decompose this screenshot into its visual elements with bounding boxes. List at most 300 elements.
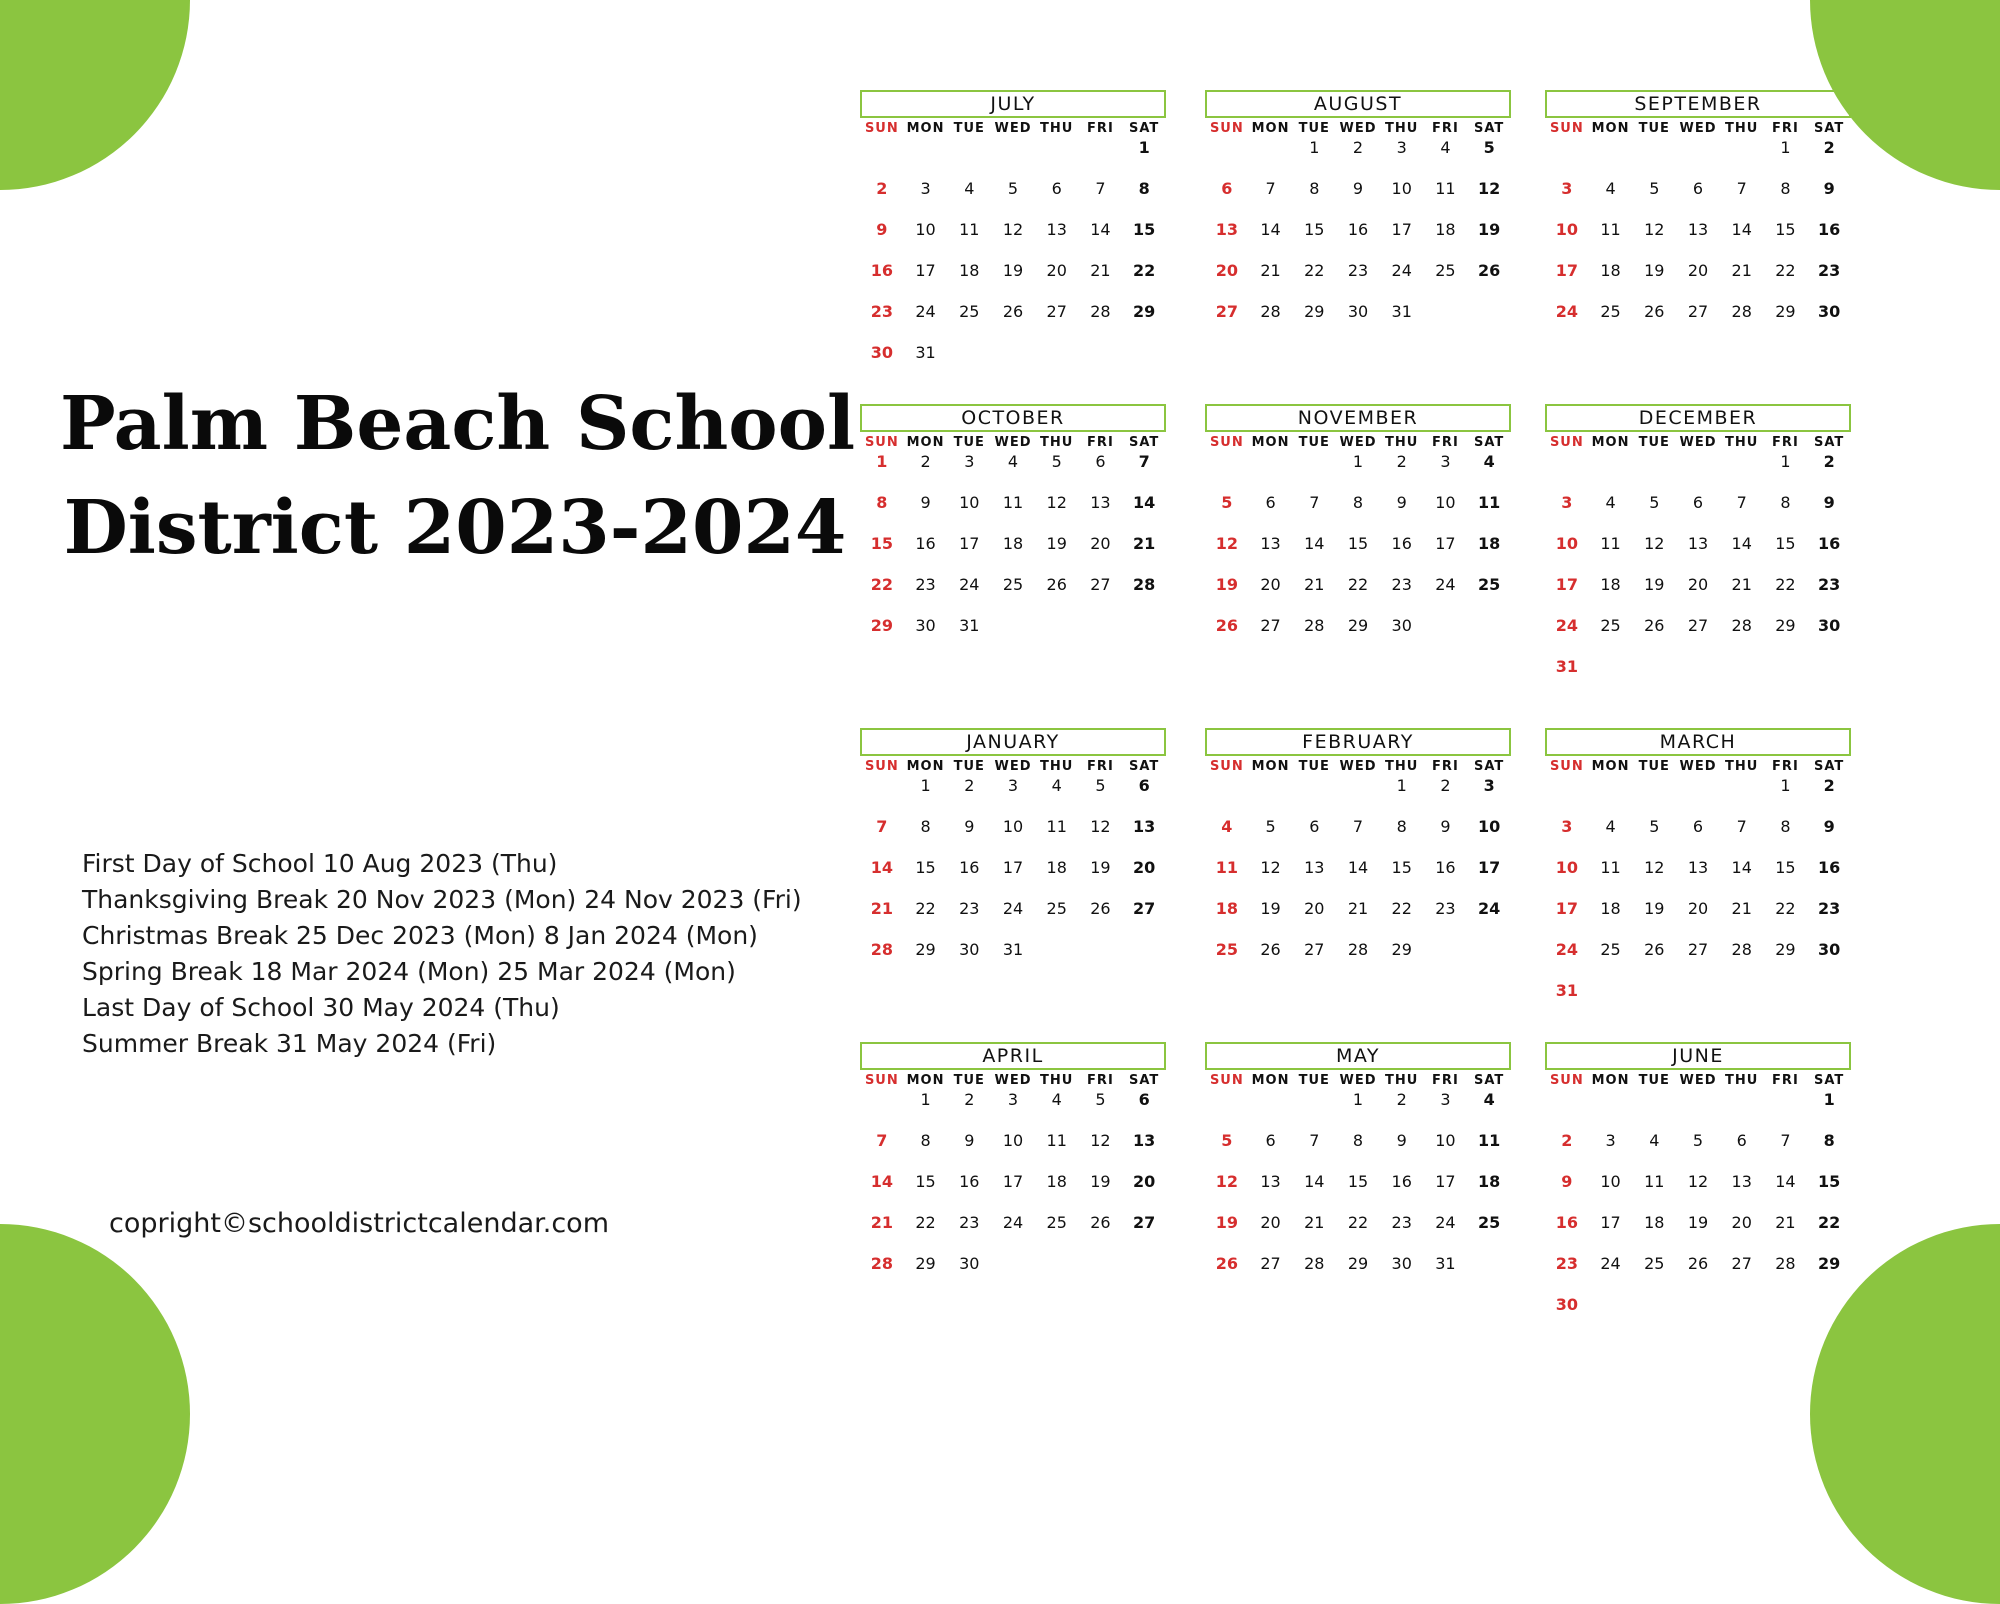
month-july bbox=[860, 90, 1166, 383]
weekday-header bbox=[1545, 121, 1851, 137]
day-cell: 15 bbox=[870, 534, 893, 553]
day-cell: 21 bbox=[870, 1213, 893, 1232]
day-cell: 3 bbox=[1440, 452, 1451, 471]
day-cell: 31 bbox=[959, 616, 980, 635]
month-september bbox=[1545, 90, 1851, 342]
day-cell: 16 bbox=[870, 261, 893, 280]
day-cell: 5 bbox=[1221, 493, 1233, 512]
day-cell: 18 bbox=[1478, 1172, 1501, 1191]
day-cell: 14 bbox=[1775, 1172, 1796, 1191]
day-cell: 13 bbox=[1687, 534, 1709, 553]
day-cell: 12 bbox=[1002, 220, 1024, 239]
day-cell: 23 bbox=[1555, 1254, 1578, 1273]
day-cell: 6 bbox=[1138, 776, 1150, 795]
day-cell: 7 bbox=[1138, 452, 1150, 471]
days-grid bbox=[860, 451, 1166, 656]
month-title: AUGUST bbox=[1205, 90, 1511, 118]
weekday-label-fri: FRI bbox=[1432, 759, 1459, 774]
day-cell: 12 bbox=[1644, 858, 1665, 877]
day-cell: 16 bbox=[959, 1172, 980, 1191]
month-title: SEPTEMBER bbox=[1545, 90, 1851, 118]
month-february bbox=[1205, 728, 1511, 980]
empty-day-cell bbox=[904, 137, 948, 178]
day-cell: 16 bbox=[1435, 858, 1456, 877]
day-cell: 26 bbox=[1002, 302, 1024, 321]
day-cell: 29 bbox=[1775, 302, 1796, 321]
day-cell: 25 bbox=[1046, 1213, 1067, 1232]
empty-day-cell bbox=[1336, 775, 1380, 816]
day-cell: 4 bbox=[1051, 1090, 1062, 1109]
weekday-label-sun: SUN bbox=[1209, 121, 1244, 136]
day-cell: 8 bbox=[1396, 817, 1407, 836]
title-line-2: District 2023-2024 bbox=[63, 485, 847, 571]
day-cell: 22 bbox=[1133, 261, 1156, 280]
empty-day-cell bbox=[1249, 451, 1293, 492]
day-cell: 30 bbox=[1347, 302, 1369, 321]
day-cell: 15 bbox=[1304, 220, 1325, 239]
weekday-header bbox=[1205, 435, 1511, 451]
day-cell: 2 bbox=[1396, 452, 1407, 471]
day-cell: 26 bbox=[1644, 616, 1665, 635]
day-cell: 3 bbox=[1605, 1131, 1616, 1150]
day-cell: 29 bbox=[1775, 616, 1796, 635]
day-cell: 28 bbox=[1304, 1254, 1325, 1273]
day-cell: 1 bbox=[1352, 452, 1364, 471]
day-cell: 27 bbox=[1687, 940, 1709, 959]
day-cell: 26 bbox=[1644, 940, 1665, 959]
day-cell: 21 bbox=[1090, 261, 1111, 280]
day-cell: 30 bbox=[870, 343, 893, 362]
day-cell: 1 bbox=[1138, 138, 1150, 157]
day-cell: 10 bbox=[1435, 493, 1456, 512]
day-cell: 19 bbox=[1090, 1172, 1111, 1191]
weekday-label-fri: FRI bbox=[1087, 435, 1114, 450]
month-title: FEBRUARY bbox=[1205, 728, 1511, 756]
empty-day-cell bbox=[1720, 1089, 1764, 1130]
month-november bbox=[1205, 404, 1511, 656]
empty-day-cell bbox=[1545, 137, 1589, 178]
day-cell: 16 bbox=[1555, 1213, 1578, 1232]
day-cell: 25 bbox=[1046, 899, 1067, 918]
day-cell: 1 bbox=[1309, 138, 1320, 157]
day-cell: 12 bbox=[1644, 534, 1665, 553]
day-cell: 12 bbox=[1215, 534, 1238, 553]
day-cell: 25 bbox=[1600, 302, 1621, 321]
day-cell: 24 bbox=[1435, 575, 1456, 594]
day-cell: 14 bbox=[1260, 220, 1281, 239]
weekday-label-sat: SAT bbox=[1473, 1073, 1505, 1088]
weekday-label-tue: TUE bbox=[1638, 121, 1670, 136]
day-cell: 6 bbox=[1221, 179, 1233, 198]
day-cell: 1 bbox=[1780, 138, 1791, 157]
weekday-label-wed: WED bbox=[1339, 435, 1377, 450]
day-cell: 31 bbox=[915, 343, 936, 362]
empty-day-cell bbox=[1292, 1089, 1336, 1130]
day-cell: 24 bbox=[1391, 261, 1412, 280]
day-cell: 26 bbox=[1215, 616, 1238, 635]
day-cell: 23 bbox=[1818, 899, 1841, 918]
empty-day-cell bbox=[1720, 137, 1764, 178]
days-grid bbox=[860, 1089, 1166, 1294]
weekday-label-sat: SAT bbox=[1473, 759, 1505, 774]
day-cell: 20 bbox=[1133, 1172, 1156, 1191]
weekday-label-mon: MON bbox=[1251, 1073, 1290, 1088]
day-cell: 13 bbox=[1260, 1172, 1281, 1191]
weekday-label-wed: WED bbox=[1679, 759, 1717, 774]
day-cell: 28 bbox=[1731, 302, 1752, 321]
day-cell: 25 bbox=[1478, 575, 1501, 594]
empty-day-cell bbox=[1205, 775, 1249, 816]
day-cell: 28 bbox=[1260, 302, 1281, 321]
weekday-label-wed: WED bbox=[1679, 1073, 1717, 1088]
day-cell: 24 bbox=[1555, 940, 1578, 959]
day-cell: 15 bbox=[915, 858, 936, 877]
day-cell: 6 bbox=[1736, 1131, 1747, 1150]
empty-day-cell bbox=[1079, 137, 1123, 178]
day-cell: 22 bbox=[1775, 261, 1796, 280]
day-cell: 2 bbox=[1396, 1090, 1407, 1109]
weekday-label-sun: SUN bbox=[1209, 435, 1244, 450]
day-cell: 16 bbox=[959, 858, 980, 877]
day-cell: 20 bbox=[1046, 261, 1067, 280]
days-grid bbox=[1205, 1089, 1511, 1294]
day-cell: 2 bbox=[920, 452, 931, 471]
day-cell: 13 bbox=[1133, 1131, 1156, 1150]
empty-day-cell bbox=[1545, 451, 1589, 492]
month-title: MARCH bbox=[1545, 728, 1851, 756]
day-cell: 11 bbox=[1600, 220, 1621, 239]
day-cell: 11 bbox=[959, 220, 980, 239]
day-cell: 1 bbox=[1780, 452, 1791, 471]
day-cell: 3 bbox=[964, 452, 975, 471]
day-cell: 24 bbox=[1002, 1213, 1024, 1232]
day-cell: 25 bbox=[959, 302, 980, 321]
day-cell: 17 bbox=[1478, 858, 1501, 877]
day-cell: 25 bbox=[1644, 1254, 1665, 1273]
day-cell: 20 bbox=[1260, 575, 1281, 594]
weekday-header bbox=[1205, 759, 1511, 775]
day-cell: 9 bbox=[1352, 179, 1364, 198]
day-cell: 8 bbox=[1780, 179, 1791, 198]
day-cell: 18 bbox=[1046, 1172, 1067, 1191]
day-cell: 8 bbox=[1309, 179, 1320, 198]
day-cell: 26 bbox=[1215, 1254, 1238, 1273]
day-cell: 13 bbox=[1687, 858, 1709, 877]
day-cell: 11 bbox=[1215, 858, 1238, 877]
empty-day-cell bbox=[1292, 451, 1336, 492]
day-cell: 9 bbox=[1396, 1131, 1407, 1150]
day-cell: 22 bbox=[1818, 1213, 1841, 1232]
day-cell: 28 bbox=[870, 1254, 893, 1273]
day-cell: 22 bbox=[870, 575, 893, 594]
day-cell: 27 bbox=[1731, 1254, 1752, 1273]
empty-day-cell bbox=[1676, 137, 1720, 178]
day-cell: 30 bbox=[915, 616, 936, 635]
weekday-label-mon: MON bbox=[906, 435, 945, 450]
weekday-label-sun: SUN bbox=[1209, 1073, 1244, 1088]
day-cell: 2 bbox=[1440, 776, 1451, 795]
day-cell: 28 bbox=[1775, 1254, 1796, 1273]
day-cell: 23 bbox=[1818, 575, 1841, 594]
day-cell: 7 bbox=[876, 817, 888, 836]
day-cell: 1 bbox=[1396, 776, 1407, 795]
day-cell: 4 bbox=[1605, 179, 1616, 198]
day-cell: 12 bbox=[1215, 1172, 1238, 1191]
day-cell: 9 bbox=[1823, 493, 1835, 512]
weekday-label-wed: WED bbox=[994, 121, 1032, 136]
day-cell: 15 bbox=[1347, 1172, 1369, 1191]
day-cell: 4 bbox=[1221, 817, 1233, 836]
day-cell: 27 bbox=[1090, 575, 1111, 594]
day-cell: 6 bbox=[1309, 817, 1320, 836]
month-title: JUNE bbox=[1545, 1042, 1851, 1070]
weekday-label-tue: TUE bbox=[1298, 759, 1330, 774]
day-cell: 18 bbox=[1002, 534, 1024, 553]
day-cell: 3 bbox=[1007, 1090, 1019, 1109]
day-cell: 8 bbox=[1780, 817, 1791, 836]
day-cell: 12 bbox=[1644, 220, 1665, 239]
empty-day-cell bbox=[1589, 451, 1633, 492]
empty-day-cell bbox=[1632, 451, 1676, 492]
day-cell: 7 bbox=[876, 1131, 888, 1150]
day-cell: 18 bbox=[1600, 899, 1621, 918]
day-cell: 28 bbox=[870, 940, 893, 959]
day-cell: 14 bbox=[1304, 1172, 1325, 1191]
month-title: JULY bbox=[860, 90, 1166, 118]
days-grid bbox=[1205, 137, 1511, 342]
day-cell: 20 bbox=[1215, 261, 1238, 280]
weekday-label-thu: THU bbox=[1040, 435, 1074, 450]
day-cell: 17 bbox=[1391, 220, 1412, 239]
day-cell: 23 bbox=[1818, 261, 1841, 280]
day-cell: 26 bbox=[1478, 261, 1501, 280]
day-cell: 11 bbox=[1046, 817, 1067, 836]
empty-day-cell bbox=[1249, 775, 1293, 816]
day-cell: 27 bbox=[1687, 616, 1709, 635]
day-cell: 31 bbox=[1002, 940, 1024, 959]
weekday-label-wed: WED bbox=[994, 759, 1032, 774]
weekday-label-thu: THU bbox=[1385, 435, 1419, 450]
days-grid bbox=[1205, 775, 1511, 980]
weekday-header bbox=[860, 759, 1166, 775]
day-cell: 23 bbox=[1435, 899, 1456, 918]
day-cell: 4 bbox=[1483, 452, 1495, 471]
day-cell: 6 bbox=[1095, 452, 1106, 471]
weekday-label-sat: SAT bbox=[1813, 121, 1845, 136]
weekday-header bbox=[860, 121, 1166, 137]
day-cell: 20 bbox=[1687, 899, 1709, 918]
event-thanksgiving-break: Thanksgiving Break 20 Nov 2023 (Mon) 24 Nov 2023 (Fri) bbox=[82, 885, 802, 914]
day-cell: 10 bbox=[1555, 534, 1578, 553]
day-cell: 28 bbox=[1304, 616, 1325, 635]
day-cell: 16 bbox=[1818, 858, 1841, 877]
day-cell: 11 bbox=[1046, 1131, 1067, 1150]
day-cell: 18 bbox=[1215, 899, 1238, 918]
day-cell: 17 bbox=[1600, 1213, 1621, 1232]
day-cell: 2 bbox=[1823, 452, 1835, 471]
day-cell: 23 bbox=[959, 899, 980, 918]
day-cell: 30 bbox=[1391, 616, 1412, 635]
weekday-label-wed: WED bbox=[1679, 435, 1717, 450]
empty-day-cell bbox=[1589, 775, 1633, 816]
day-cell: 6 bbox=[1692, 179, 1704, 198]
weekday-label-sat: SAT bbox=[1473, 435, 1505, 450]
weekday-label-mon: MON bbox=[1591, 435, 1630, 450]
empty-day-cell bbox=[860, 775, 904, 816]
day-cell: 29 bbox=[1347, 616, 1369, 635]
empty-day-cell bbox=[1205, 137, 1249, 178]
day-cell: 9 bbox=[1823, 817, 1835, 836]
day-cell: 10 bbox=[1435, 1131, 1456, 1150]
month-december bbox=[1545, 404, 1851, 697]
weekday-header bbox=[1205, 1073, 1511, 1089]
month-title: DECEMBER bbox=[1545, 404, 1851, 432]
day-cell: 18 bbox=[1478, 534, 1501, 553]
day-cell: 29 bbox=[1347, 1254, 1369, 1273]
day-cell: 1 bbox=[1823, 1090, 1835, 1109]
weekday-label-tue: TUE bbox=[953, 1073, 985, 1088]
day-cell: 14 bbox=[1133, 493, 1156, 512]
weekday-label-tue: TUE bbox=[953, 121, 985, 136]
day-cell: 9 bbox=[1823, 179, 1835, 198]
day-cell: 8 bbox=[1780, 493, 1791, 512]
weekday-label-fri: FRI bbox=[1772, 435, 1799, 450]
day-cell: 4 bbox=[1649, 1131, 1660, 1150]
day-cell: 15 bbox=[1133, 220, 1156, 239]
day-cell: 20 bbox=[1090, 534, 1111, 553]
day-cell: 30 bbox=[1555, 1295, 1578, 1314]
day-cell: 23 bbox=[1347, 261, 1369, 280]
month-january bbox=[860, 728, 1166, 980]
day-cell: 8 bbox=[1138, 179, 1150, 198]
weekday-label-mon: MON bbox=[1251, 435, 1290, 450]
day-cell: 22 bbox=[915, 899, 936, 918]
day-cell: 8 bbox=[1352, 493, 1364, 512]
weekday-label-fri: FRI bbox=[1087, 1073, 1114, 1088]
month-title: APRIL bbox=[860, 1042, 1166, 1070]
day-cell: 29 bbox=[1391, 940, 1412, 959]
day-cell: 17 bbox=[915, 261, 936, 280]
day-cell: 24 bbox=[915, 302, 936, 321]
day-cell: 20 bbox=[1687, 261, 1709, 280]
empty-day-cell bbox=[1720, 775, 1764, 816]
weekday-label-fri: FRI bbox=[1772, 1073, 1799, 1088]
day-cell: 14 bbox=[1731, 858, 1752, 877]
day-cell: 31 bbox=[1555, 657, 1578, 676]
day-cell: 20 bbox=[1304, 899, 1325, 918]
day-cell: 19 bbox=[1260, 899, 1281, 918]
day-cell: 2 bbox=[1823, 138, 1835, 157]
day-cell: 1 bbox=[1352, 1090, 1364, 1109]
day-cell: 13 bbox=[1304, 858, 1325, 877]
day-cell: 27 bbox=[1215, 302, 1238, 321]
day-cell: 23 bbox=[870, 302, 893, 321]
day-cell: 16 bbox=[1818, 534, 1841, 553]
day-cell: 26 bbox=[1260, 940, 1281, 959]
weekday-label-tue: TUE bbox=[1638, 759, 1670, 774]
empty-day-cell bbox=[1764, 1089, 1808, 1130]
day-cell: 11 bbox=[1478, 493, 1501, 512]
day-cell: 8 bbox=[1352, 1131, 1364, 1150]
day-cell: 23 bbox=[1391, 1213, 1412, 1232]
day-cell: 27 bbox=[1260, 616, 1281, 635]
day-cell: 7 bbox=[1736, 817, 1747, 836]
weekday-label-tue: TUE bbox=[953, 759, 985, 774]
weekday-label-thu: THU bbox=[1725, 759, 1759, 774]
day-cell: 26 bbox=[1046, 575, 1067, 594]
day-cell: 2 bbox=[964, 1090, 975, 1109]
days-grid bbox=[1205, 451, 1511, 656]
day-cell: 26 bbox=[1687, 1254, 1709, 1273]
day-cell: 19 bbox=[1046, 534, 1067, 553]
day-cell: 30 bbox=[959, 1254, 980, 1273]
day-cell: 27 bbox=[1260, 1254, 1281, 1273]
weekday-label-thu: THU bbox=[1725, 1073, 1759, 1088]
weekday-label-thu: THU bbox=[1725, 121, 1759, 136]
day-cell: 12 bbox=[1478, 179, 1501, 198]
day-cell: 14 bbox=[1347, 858, 1369, 877]
weekday-label-tue: TUE bbox=[1298, 121, 1330, 136]
empty-day-cell bbox=[1632, 775, 1676, 816]
weekday-header bbox=[1545, 1073, 1851, 1089]
day-cell: 4 bbox=[1605, 493, 1616, 512]
days-grid bbox=[1545, 137, 1851, 342]
empty-day-cell bbox=[1249, 1089, 1293, 1130]
day-cell: 17 bbox=[959, 534, 980, 553]
day-cell: 6 bbox=[1138, 1090, 1150, 1109]
weekday-label-sat: SAT bbox=[1473, 121, 1505, 136]
day-cell: 3 bbox=[1561, 179, 1573, 198]
day-cell: 14 bbox=[1731, 534, 1752, 553]
day-cell: 20 bbox=[1260, 1213, 1281, 1232]
day-cell: 7 bbox=[1265, 179, 1276, 198]
month-august bbox=[1205, 90, 1511, 342]
day-cell: 24 bbox=[1435, 1213, 1456, 1232]
empty-day-cell bbox=[1205, 1089, 1249, 1130]
day-cell: 25 bbox=[1478, 1213, 1501, 1232]
day-cell: 13 bbox=[1687, 220, 1709, 239]
day-cell: 24 bbox=[1600, 1254, 1621, 1273]
day-cell: 16 bbox=[1347, 220, 1369, 239]
day-cell: 2 bbox=[1823, 776, 1835, 795]
day-cell: 8 bbox=[876, 493, 888, 512]
copyright-text: copright©schooldistrictcalendar.com bbox=[109, 1208, 610, 1239]
weekday-label-wed: WED bbox=[1679, 121, 1717, 136]
day-cell: 21 bbox=[1775, 1213, 1796, 1232]
day-cell: 1 bbox=[920, 1090, 931, 1109]
day-cell: 17 bbox=[1435, 1172, 1456, 1191]
day-cell: 21 bbox=[1304, 1213, 1325, 1232]
weekday-label-thu: THU bbox=[1040, 1073, 1074, 1088]
empty-day-cell bbox=[1035, 137, 1079, 178]
day-cell: 7 bbox=[1736, 493, 1747, 512]
day-cell: 5 bbox=[1095, 776, 1106, 795]
day-cell: 27 bbox=[1133, 1213, 1156, 1232]
day-cell: 19 bbox=[1644, 575, 1665, 594]
weekday-header bbox=[1545, 759, 1851, 775]
empty-day-cell bbox=[1632, 137, 1676, 178]
weekday-label-sat: SAT bbox=[1128, 1073, 1160, 1088]
day-cell: 6 bbox=[1051, 179, 1062, 198]
weekday-label-thu: THU bbox=[1040, 121, 1074, 136]
day-cell: 10 bbox=[915, 220, 936, 239]
day-cell: 2 bbox=[1561, 1131, 1573, 1150]
empty-day-cell bbox=[1205, 451, 1249, 492]
day-cell: 14 bbox=[1304, 534, 1325, 553]
day-cell: 27 bbox=[1133, 899, 1156, 918]
weekday-label-mon: MON bbox=[1591, 121, 1630, 136]
day-cell: 13 bbox=[1133, 817, 1156, 836]
